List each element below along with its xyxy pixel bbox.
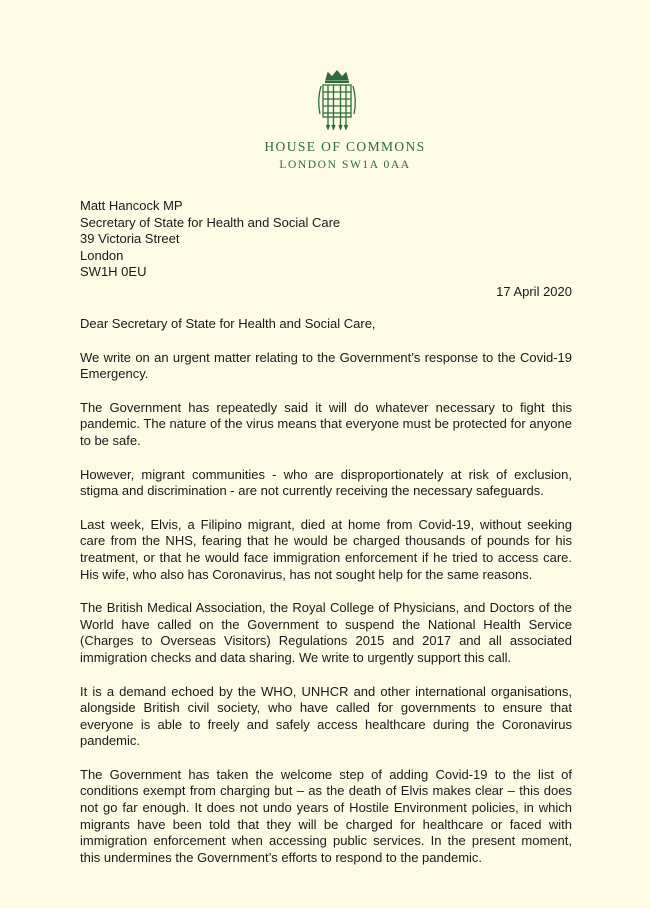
salutation: Dear Secretary of State for Health and Social Care, xyxy=(80,316,376,331)
letterhead-address: LONDON SW1A 0AA xyxy=(279,159,411,171)
recipient-line: Matt Hancock MP xyxy=(80,198,183,213)
letter-body xyxy=(80,316,572,883)
recipient-address xyxy=(80,198,340,281)
body-paragraph: Last week, Elvis, a Filipino migrant, died at home from Covid-19, without seeking care from the NHS, fearing that he would be charged thousands of pounds for his treatment, or that he would face immigration enforcement if he tried to access care. His wife, who also has Coronavirus, has not sought help for the same reasons. xyxy=(80,516,572,582)
recipient-line: London xyxy=(80,247,124,263)
letterhead-title: HOUSE OF COMMONS xyxy=(264,139,426,154)
recipient-line: Secretary of State for Health and Social Care xyxy=(80,214,341,230)
recipient-line: 39 Victoria Street xyxy=(80,231,180,246)
body-paragraph: The Government has taken the welcome step of adding Covid-19 to the list of conditions exempt from charging but – as the death of Elvis makes clear – this does not go far enough. It does not undo years of Hostile Environment policies, in which migrants have been told that they will be charged for healthcare or faced with immigration enforcement when accessing public services. In the present moment, this undermines the Government’s efforts to respond to the pandemic. xyxy=(80,766,572,865)
body-paragraph: The Government has repeatedly said it will do whatever necessary to fight this pandemic. The nature of the virus means that everyone must be protected for anyone to be safe. xyxy=(80,399,572,448)
body-paragraph: We write on an urgent matter relating to the Government’s response to the Covid-19 Emergency. xyxy=(80,349,572,382)
portcullis-crest-icon xyxy=(314,70,360,130)
letter-date: 17 April 2020 xyxy=(496,284,572,299)
body-paragraph: It is a demand echoed by the WHO, UNHCR and other international organisations, alongside British civil society, who have called for governments to ensure that everyone is able to freely and safely access healthcare during the Coronavirus pandemic. xyxy=(80,683,572,749)
body-paragraph: However, migrant communities - who are disproportionately at risk of exclusion, stigma and discrimination - are not currently receiving the necessary safeguards. xyxy=(80,466,572,499)
recipient-line: SW1H 0EU xyxy=(80,264,147,279)
body-paragraph: The British Medical Association, the Royal College of Physicians, and Doctors of the World have called on the Government to suspend the National Health Service (Charges to Overseas Visitors) Regulations 2015 and 2017 and all associated immigration checks and data sharing. We write to urgently support this call. xyxy=(80,600,572,665)
